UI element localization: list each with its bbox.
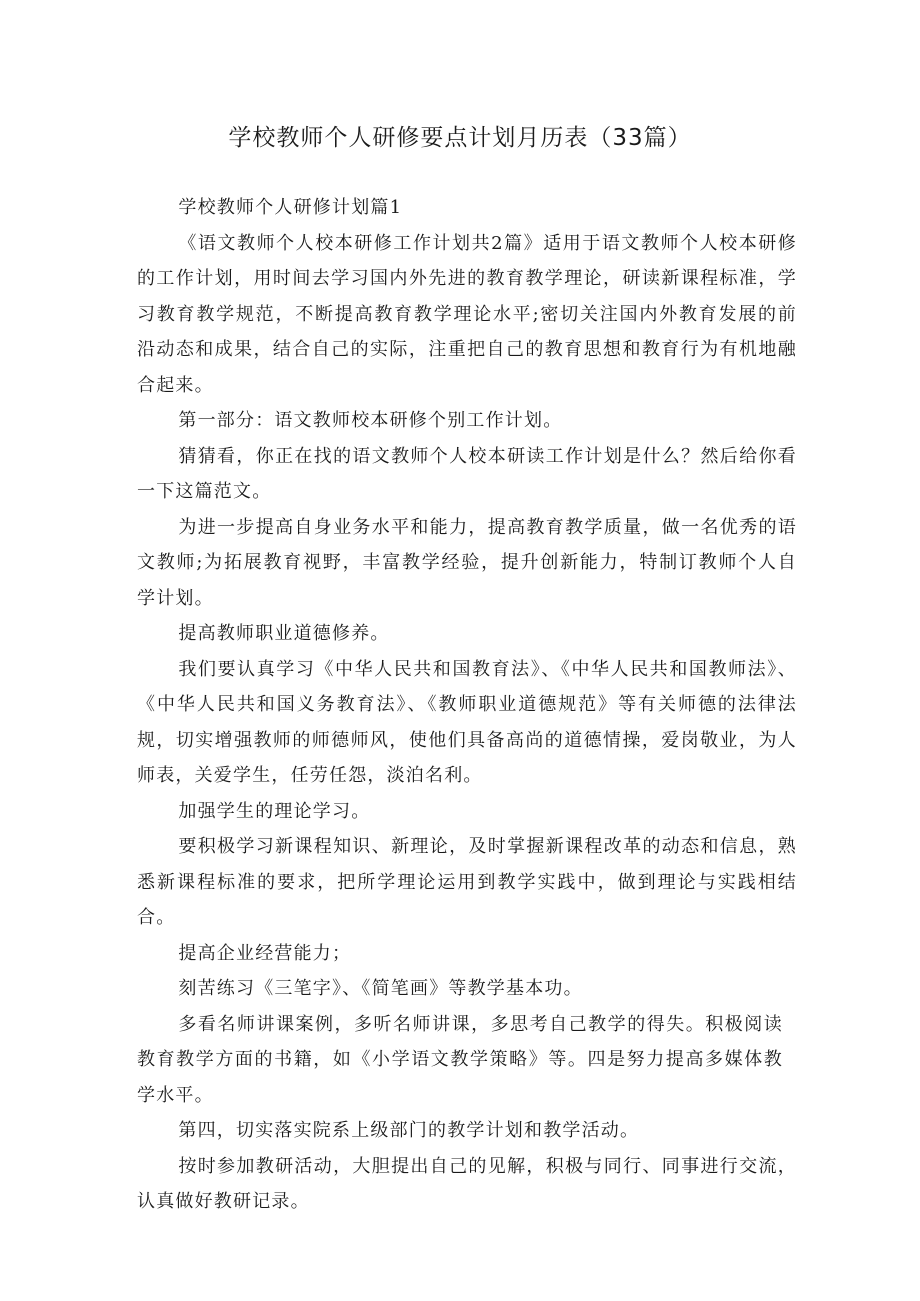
paragraph: 按时参加教研活动，大胆提出自己的见解，积极与同行、同事进行交流，认真做好教研记录。	[137, 1155, 797, 1212]
section-heading: 学校教师个人研修计划篇1	[178, 197, 403, 218]
paragraph: 第一部分：语文教师校本研修个别工作计划。	[178, 410, 563, 431]
document-title: 学校教师个人研修要点计划月历表（33篇）	[228, 125, 692, 151]
paragraph: 为进一步提高自身业务水平和能力，提高教育教学质量，做一名优秀的语文教师;为拓展教育视野，丰富教学经验，提升创新能力，特制订教师个人自学计划。	[137, 516, 797, 609]
paragraph: 多看名师讲课案例，多听名师讲课，多思考自己教学的得失。积极阅读教育教学方面的书籍，如《小学语文教学策略》等。四是努力提高多媒体教学水平。	[137, 1013, 783, 1106]
paragraph: 提高教师职业道德修养。	[178, 623, 390, 644]
paragraph: 猜猜看，你正在找的语文教师个人校本研读工作计划是什么？然后给你看一下这篇范文。	[137, 445, 797, 502]
document-body	[137, 190, 797, 1220]
paragraph: 刻苦练习《三笔字》、《简笔画》等教学基本功。	[178, 978, 583, 999]
paragraph: 提高企业经营能力；	[178, 942, 352, 964]
paragraph: 加强学生的理论学习。	[178, 800, 371, 822]
paragraph: 《语文教师个人校本研修工作计划共2篇》适用于语文教师个人校本研修的工作计划，用时间去学习国内外先进的教育教学理论，研读新课程标准，学习教育教学规范，不断提高教育教学理论水平;密切关注国内外教育发展的前沿动态和成果，结合自己的实际，注重把自己的教育思想和教育行为有机地融合起来。	[137, 232, 797, 396]
paragraph: 我们要认真学习《中华人民共和国教育法》、《中华人民共和国教师法》、《中华人民共和国义务教育法》、《教师职业道德规范》等有关师德的法律法规，切实增强教师的师德师风，使他们具备高尚的道德情操，爱岗敬业，为人师表，关爱学生，任劳任怨，淡泊名利。	[137, 658, 797, 786]
paragraph: 第四，切实落实院系上级部门的教学计划和教学活动。	[178, 1120, 640, 1141]
paragraph: 要积极学习新课程知识、新理论，及时掌握新课程改革的动态和信息，熟悉新课程标准的要求，把所学理论运用到教学实践中，做到理论与实践相结合。	[137, 836, 797, 928]
